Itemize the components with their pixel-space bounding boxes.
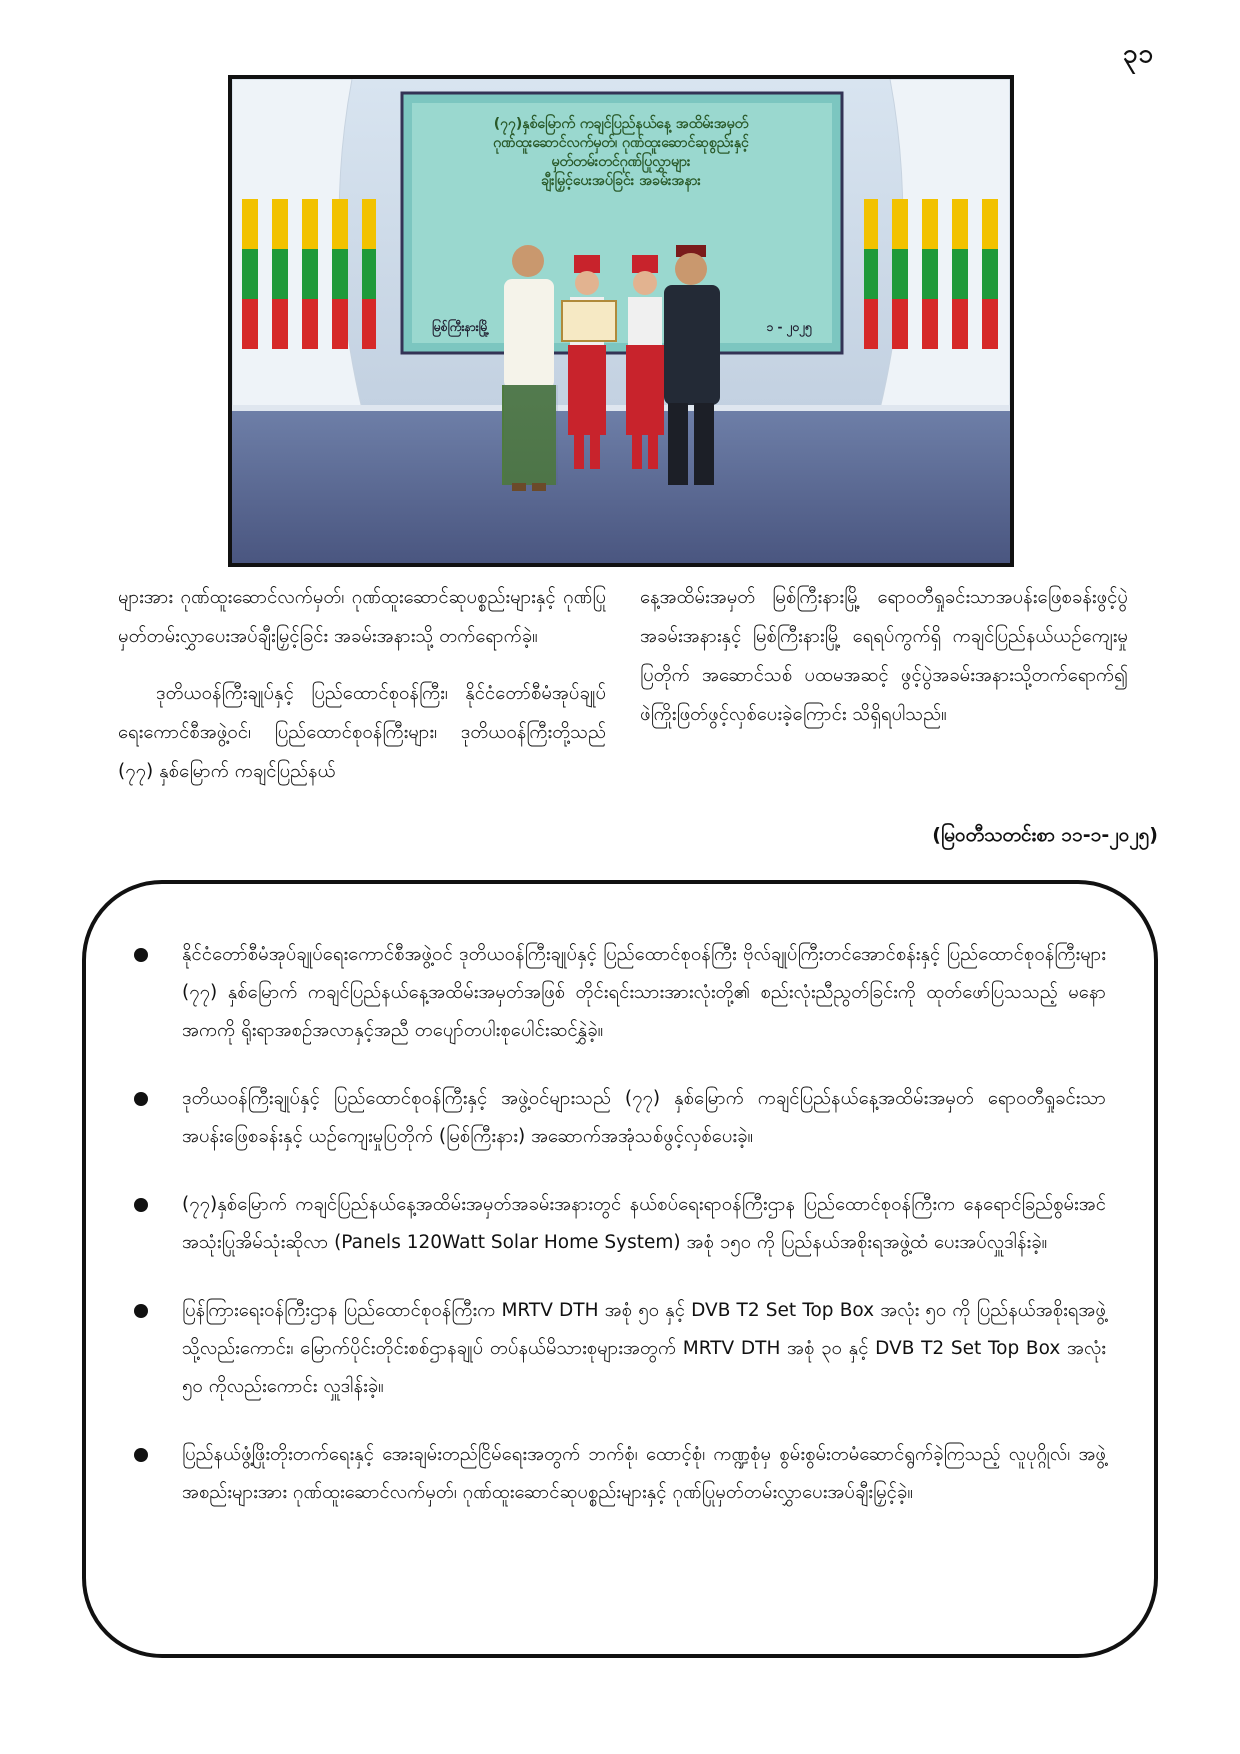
bullet-icon bbox=[134, 1304, 148, 1318]
highlight-item bbox=[134, 936, 1106, 1050]
bullet-icon bbox=[134, 1198, 148, 1212]
bullet-icon bbox=[134, 1448, 148, 1462]
banner-line: မှတ်တမ်းတင်ဂုဏ်ပြုလွှာများ bbox=[551, 153, 691, 170]
banner-title bbox=[407, 115, 835, 191]
banner-date: ၁ - ၂၀၂၅ bbox=[766, 320, 812, 334]
article-left-column bbox=[118, 578, 606, 791]
highlight-item bbox=[134, 1436, 1106, 1512]
article-paragraph: နေ့အထိမ်းအမှတ် မြစ်ကြီးနားမြို့ ရောဝတီရှုခင်းသာအပန်းဖြေစခန်းဖွင့်ပွဲအခမ်းအနားနှင့် မြစ်ကြီးနားမြို့ ရေရပ်ကွက်ရှိ ကချင်ပြည်နယ်ယဉ်ကျေးမှုပြတိုက် အဆောင်သစ် ပထမအဆင့် ဖွင့်ပွဲအခမ်းအနားသို့တက်ရောက်၍ ဖဲကြိုးဖြတ်ဖွင့်လှစ်ပေးခဲ့ကြောင်း သိရှိရပါသည်။ bbox=[640, 587, 1128, 725]
ceremony-photo bbox=[228, 75, 1014, 567]
highlight-text: ပြန်ကြားရေးဝန်ကြီးဌာန ပြည်ထောင်စုဝန်ကြီးက MRTV DTH အစုံ ၅၀ နှင့် DVB T2 Set Top Box အလုံး ၅၀ ကို ပြည်နယ်အစိုးရအဖွဲ့သို့လည်းကောင်း၊ မြောက်ပိုင်းတိုင်းစစ်ဌာနချုပ် တပ်နယ်မိသားစုများအတွက် MRTV DTH အစုံ ၃၀ နှင့် DVB T2 Set Top Box အလုံး ၅၀ ကိုလည်းကောင်း လှူဒါန်းခဲ့။ bbox=[182, 1300, 1106, 1397]
highlight-text: နိုင်ငံတော်စီမံအုပ်ချုပ်ရေးကောင်စီအဖွဲ့ဝင် ဒုတိယဝန်ကြီးချုပ်နှင့် ပြည်ထောင်စုဝန်ကြီး ဗိုလ်ချုပ်ကြီးတင်အောင်စန်းနှင့် ပြည်ထောင်စုဝန်ကြီးများ (၇၇) နှစ်မြောက် ကချင်ပြည်နယ်နေ့အထိမ်းအမှတ်အဖြစ် တိုင်းရင်းသားအားလုံးတို့၏ စည်းလုံးညီညွတ်ခြင်းကို ထုတ်ဖော်ပြသသည့် မနောအကကို ရိုးရာအစဉ်အလာနှင့်အညီ တပျော်တပါးစုပေါင်းဆင်နွှဲခဲ့။ bbox=[182, 944, 1106, 1041]
bullet-icon bbox=[134, 948, 148, 962]
highlight-text: ပြည်နယ်ဖွံ့ဖြိုးတိုးတက်ရေးနှင့် အေးချမ်းတည်ငြိမ်ရေးအတွက် ဘက်စုံ၊ ထောင့်စုံ၊ ကဏ္ဍစုံမှ စွမ်းစွမ်းတမံဆောင်ရွက်ခဲ့ကြသည့် လူပုဂ္ဂိုလ်၊ အဖွဲ့အစည်းများအား ဂုဏ်ထူးဆောင်လက်မှတ်၊ ဂုဏ်ထူးဆောင်ဆုပစ္စည်းများနှင့် ဂုဏ်ပြုမှတ်တမ်းလွှာပေးအပ်ချီးမြှင့်ခဲ့။ bbox=[182, 1444, 1106, 1503]
highlights-box bbox=[82, 880, 1158, 1658]
article-paragraph: ဒုတိယဝန်ကြီးချုပ်နှင့် ပြည်ထောင်စုဝန်ကြီး၊ နိုင်ငံတော်စီမံအုပ်ချုပ်ရေးကောင်စီအဖွဲ့ဝင်၊ ပြည်ထောင်စုဝန်ကြီးများ၊ ဒုတိယဝန်ကြီးတို့သည် (၇၇) နှစ်မြောက် ကချင်ပြည်နယ် bbox=[118, 683, 606, 782]
banner-place: မြစ်ကြီးနားမြို့ bbox=[432, 320, 490, 334]
highlight-text: ဒုတိယဝန်ကြီးချုပ်နှင့် ပြည်ထောင်စုဝန်ကြီးနှင့် အဖွဲ့ဝင်များသည် (၇၇) နှစ်မြောက် ကချင်ပြည်နယ်နေ့အထိမ်းအမှတ် ရောဝတီရှုခင်းသာအပန်းဖြေစခန်းနှင့် ယဉ်ကျေးမှုပြတိုက် (မြစ်ကြီးနား) အဆောက်အအုံသစ်ဖွင့်လှစ်ပေးခဲ့။ bbox=[182, 1088, 1106, 1147]
banner-line: ချီးမြှင့်ပေးအပ်ခြင်း အခမ်းအနား bbox=[541, 172, 701, 189]
article-columns bbox=[118, 578, 1158, 878]
article-source: (မြဝတီသတင်းစာ ၁၁-၁-၂၀၂၅) bbox=[932, 824, 1158, 846]
man-left-figure bbox=[502, 245, 558, 491]
highlight-item bbox=[134, 1080, 1106, 1156]
banner-line: (၇၇)နှစ်မြောက် ကချင်ပြည်နယ်နေ့ အထိမ်းအမှတ် bbox=[493, 116, 749, 132]
article-right-column bbox=[640, 578, 1128, 734]
banner-line: ဂုဏ်ထူးဆောင်လက်မှတ်၊ ဂုဏ်ထူးဆောင်ဆုစွည်းနှင့် bbox=[493, 134, 749, 151]
highlight-item bbox=[134, 1186, 1106, 1262]
page-number: ၃၁ bbox=[1122, 39, 1154, 69]
highlight-text: (၇၇)နှစ်မြောက် ကချင်ပြည်နယ်နေ့အထိမ်းအမှတ်အခမ်းအနားတွင် နယ်စပ်ရေးရာဝန်ကြီးဌာန ပြည်ထောင်စုဝန်ကြီးက နေရောင်ခြည်စွမ်းအင်အသုံးပြုအိမ်သုံးဆိုလာ (Panels 120Watt Solar Home System) အစုံ ၁၅၀ ကို ပြည်နယ်အစိုးရအဖွဲ့ထံ ပေးအပ်လှူဒါန်းခဲ့။ bbox=[182, 1194, 1106, 1253]
article-paragraph: များအား ဂုဏ်ထူးဆောင်လက်မှတ်၊ ဂုဏ်ထူးဆောင်ဆုပစ္စည်းများနှင့် ဂုဏ်ပြုမှတ်တမ်းလွှာပေးအပ်ချီးမြှင့်ခြင်း အခမ်းအနားသို့ တက်ရောက်ခဲ့။ bbox=[118, 587, 606, 647]
banner-footer bbox=[432, 319, 812, 335]
highlight-item bbox=[134, 1292, 1106, 1406]
bullet-icon bbox=[134, 1092, 148, 1106]
highlights-list bbox=[134, 936, 1106, 1512]
